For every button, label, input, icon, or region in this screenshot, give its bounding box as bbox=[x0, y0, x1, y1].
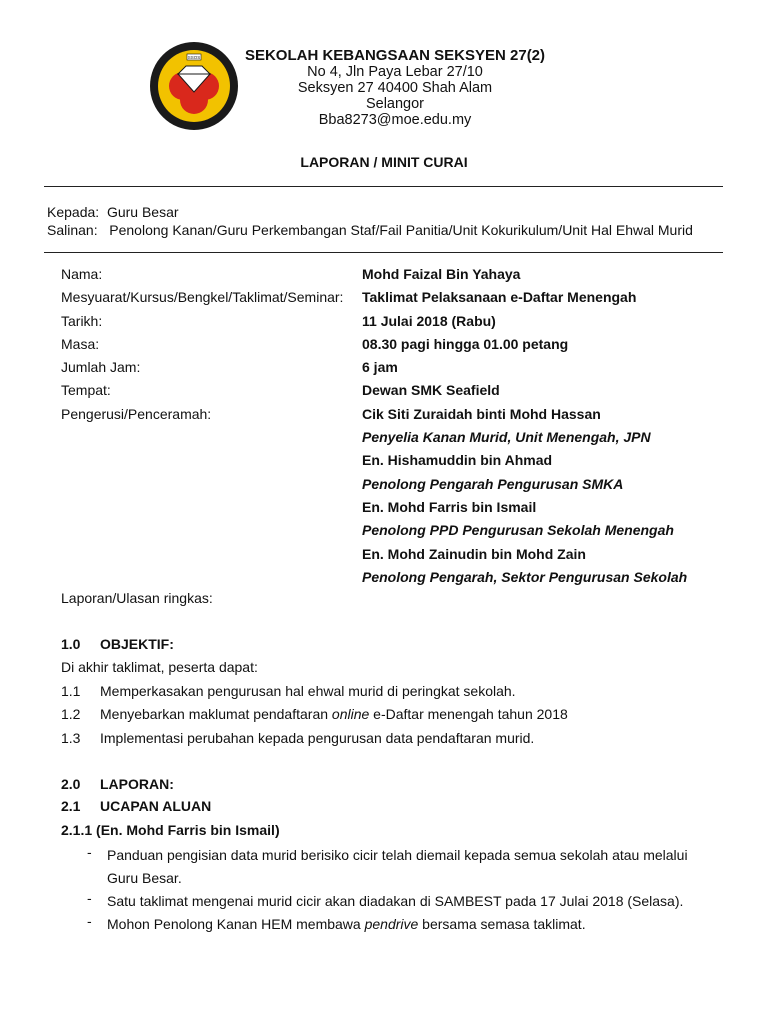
bullet-dash: - bbox=[87, 913, 92, 929]
item-text: Menyebarkan maklumat pendaftaran online e-Daftar menengah tahun 2018 bbox=[100, 706, 568, 722]
school-header bbox=[240, 48, 550, 128]
speaker-line bbox=[61, 522, 721, 545]
section-2-heading bbox=[61, 776, 361, 794]
salinan-label: Salinan: bbox=[47, 222, 98, 238]
section-1-intro: Di akhir taklimat, peserta dapat: bbox=[61, 659, 258, 675]
detail-label: Tempat: bbox=[61, 382, 111, 399]
objective-item bbox=[61, 683, 721, 701]
section-title: LAPORAN: bbox=[100, 776, 174, 792]
bullet-dash: - bbox=[87, 890, 92, 906]
speaker-line bbox=[61, 429, 721, 452]
school-name: SEKOLAH KEBANGSAAN SEKSYEN 27(2) bbox=[244, 47, 546, 64]
svg-text:SSOS: SSOS bbox=[187, 55, 201, 60]
salinan-value: Penolong Kanan/Guru Perkembangan Staf/Fail Panitia/Unit Kokurikulum/Unit Hal Ehwal Murid bbox=[109, 222, 693, 238]
detail-value: 6 jam bbox=[362, 359, 398, 376]
divider-top bbox=[44, 186, 723, 187]
detail-row bbox=[61, 313, 721, 336]
detail-row bbox=[61, 336, 721, 359]
item-text: Implementasi perubahan kepada pengurusan data pendaftaran murid. bbox=[100, 730, 535, 746]
detail-label: Masa: bbox=[61, 335, 100, 352]
kepada-value: Guru Besar bbox=[106, 204, 179, 220]
bullet-text: Panduan pengisian data murid berisiko cicir telah diemail kepada semua sekolah atau melalui Guru Besar. bbox=[107, 847, 688, 886]
item-text: Memperkasakan pengurusan hal ehwal murid di peringkat sekolah. bbox=[100, 683, 516, 699]
section-1-heading bbox=[61, 636, 361, 654]
detail-label: Tarikh: bbox=[61, 312, 103, 329]
school-email: Bba8273@moe.edu.my bbox=[318, 112, 472, 128]
bullet-item bbox=[61, 913, 721, 931]
detail-value: Dewan SMK Seafield bbox=[362, 382, 500, 399]
bullet-item bbox=[61, 890, 721, 908]
section-title: UCAPAN ALUAN bbox=[100, 798, 212, 814]
detail-value: Taklimat Pelaksanaan e-Daftar Menengah bbox=[362, 289, 637, 306]
address-line-3: Selangor bbox=[365, 96, 425, 112]
speaker-line bbox=[61, 476, 721, 499]
address-line-1: No 4, Jln Paya Lebar 27/10 bbox=[307, 64, 483, 80]
item-number: 1.3 bbox=[61, 730, 81, 746]
detail-row bbox=[61, 266, 721, 289]
speaker-line bbox=[61, 452, 721, 475]
detail-row bbox=[61, 289, 721, 312]
bullet-text: Satu taklimat mengenai murid cicir akan diadakan di SAMBEST pada 17 Julai 2018 (Selasa). bbox=[107, 893, 684, 909]
speaker-title: Penyelia Kanan Murid, Unit Menengah, JPN bbox=[362, 429, 651, 446]
objective-item bbox=[61, 730, 721, 748]
speaker-name: En. Mohd Zainudin bin Mohd Zain bbox=[362, 545, 586, 562]
detail-label: Mesyuarat/Kursus/Bengkel/Taklimat/Seminar: bbox=[61, 289, 344, 306]
detail-value: Mohd Faizal Bin Yahaya bbox=[362, 266, 521, 282]
divider-bottom bbox=[44, 252, 723, 253]
detail-row bbox=[61, 382, 721, 405]
summary-label: Laporan/Ulasan ringkas: bbox=[61, 590, 213, 606]
speaker-title: Penolong Pengarah Pengurusan SMKA bbox=[362, 475, 624, 492]
detail-value: Cik Siti Zuraidah binti Mohd Hassan bbox=[362, 405, 601, 422]
section-number: 1.0 bbox=[61, 636, 81, 652]
detail-value: 11 Julai 2018 (Rabu) bbox=[362, 312, 496, 329]
section-title: OBJEKTIF: bbox=[100, 636, 174, 652]
detail-row bbox=[61, 359, 721, 382]
detail-row bbox=[61, 406, 721, 429]
recipients-block bbox=[47, 203, 693, 239]
speaker-name: En. Mohd Farris bin Ismail bbox=[362, 498, 537, 515]
address-line-2: Seksyen 27 40400 Shah Alam bbox=[297, 80, 493, 96]
section-number: 2.1 bbox=[61, 798, 81, 814]
section-number: 2.0 bbox=[61, 776, 81, 792]
objective-item bbox=[61, 706, 721, 724]
item-number: 1.2 bbox=[61, 706, 81, 722]
detail-value: 08.30 pagi hingga 01.00 petang bbox=[362, 335, 569, 352]
school-logo bbox=[148, 40, 240, 132]
speaker-line bbox=[61, 499, 721, 522]
bullet-dash: - bbox=[87, 844, 92, 860]
detail-label: Jumlah Jam: bbox=[61, 359, 141, 376]
speaker-name: En. Hishamuddin bin Ahmad bbox=[362, 452, 553, 469]
speaker-title: Penolong PPD Pengurusan Sekolah Menengah bbox=[362, 522, 674, 539]
speaker-line bbox=[61, 546, 721, 569]
detail-label: Nama: bbox=[61, 266, 103, 282]
bullet-text: Mohon Penolong Kanan HEM membawa pendrive bersama semasa taklimat. bbox=[107, 916, 586, 932]
details-table bbox=[61, 266, 721, 592]
speaker-title: Penolong Pengarah, Sektor Pengurusan Sekolah bbox=[362, 568, 688, 585]
speaker-subheading: 2.1.1 (En. Mohd Farris bin Ismail) bbox=[61, 822, 280, 838]
bullet-item bbox=[61, 844, 721, 890]
subsection-heading bbox=[61, 798, 361, 816]
item-number: 1.1 bbox=[61, 683, 81, 699]
detail-label: Pengerusi/Penceramah: bbox=[61, 405, 212, 422]
document-title: LAPORAN / MINIT CURAI bbox=[300, 154, 468, 170]
speaker-line bbox=[61, 569, 721, 592]
kepada-label: Kepada: bbox=[47, 204, 100, 220]
